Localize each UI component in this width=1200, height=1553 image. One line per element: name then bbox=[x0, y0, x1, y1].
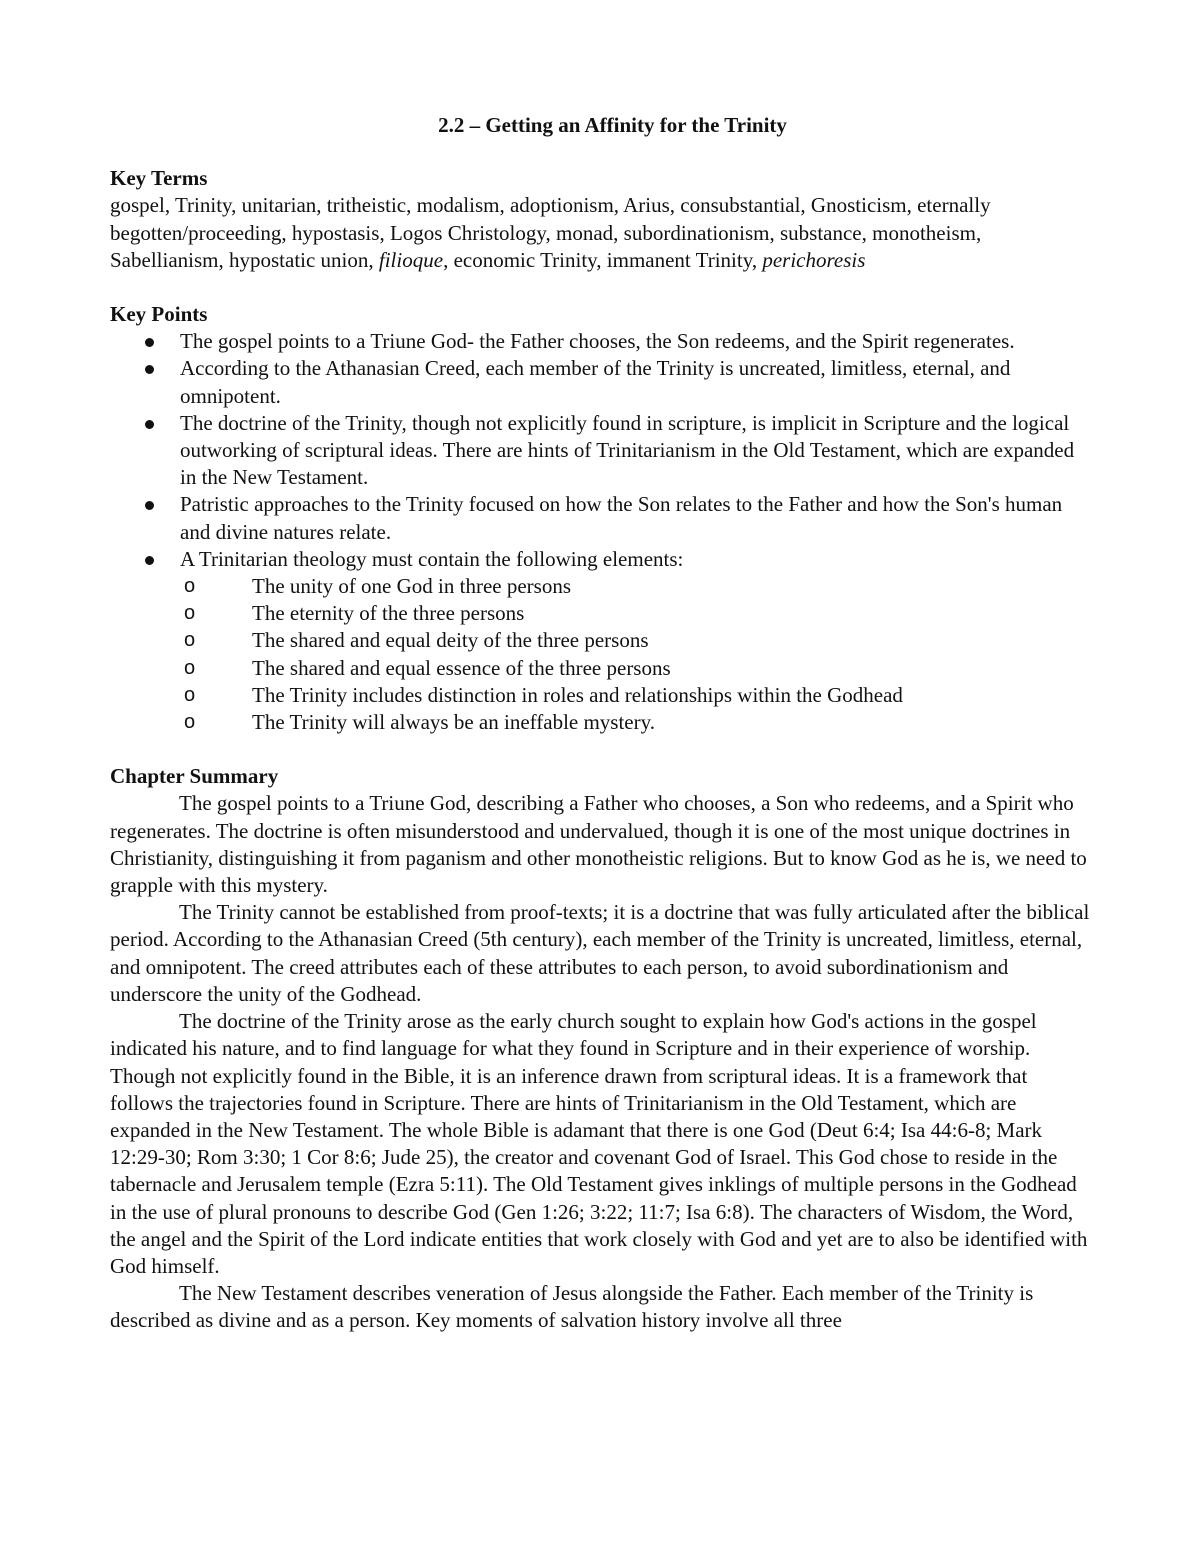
key-terms-text bbox=[110, 192, 1095, 274]
key-terms-heading: Key Terms bbox=[110, 166, 208, 191]
bullet-icon bbox=[145, 420, 154, 429]
section-spacer bbox=[110, 736, 1095, 763]
circle-bullet-icon: o bbox=[184, 683, 196, 706]
key-point-text: A Trinitarian theology must contain the following elements: bbox=[180, 546, 684, 571]
circle-bullet-icon: o bbox=[184, 575, 196, 598]
key-point-item bbox=[110, 328, 1095, 355]
sub-list-item bbox=[180, 709, 1095, 736]
summary-paragraph: The doctrine of the Trinity arose as the early church sought to explain how God's actions in the gospel indicated his nature, and to find language for what they found in Scripture and in their experience of worship. Though not explicitly found in the Bible, it is an inference drawn from scriptural ideas. It is a framework that follows the trajectories found in Scripture. There are hints of Trinitarianism in the Old Testament, which are expanded in the New Testament. The whole Bible is adamant that there is one God (Deut 6:4; Isa 44:6-8; Mark 12:29-30; Rom 3:30; 1 Cor 8:6; Jude 25), the creator and covenant God of Israel. This God chose to reside in the tabernacle and Jerusalem temple (Ezra 5:11). The Old Testament gives inklings of multiple persons in the Godhead in the use of plural pronouns to describe God (Gen 1:26; 3:22; 11:7; Isa 6:8). The characters of Wisdom, the Word, the angel and the Spirit of the Lord indicate entities that work closely with God and yet are to also be identified with God himself. bbox=[110, 1009, 1088, 1278]
sub-item-text: The Trinity will always be an ineffable mystery. bbox=[252, 710, 656, 735]
chapter-summary-heading: Chapter Summary bbox=[110, 764, 279, 789]
key-point-item bbox=[110, 491, 1095, 545]
circle-bullet-icon: o bbox=[184, 629, 196, 652]
key-terms-italic-filioque: filioque bbox=[378, 247, 444, 272]
key-point-text: According to the Athanasian Creed, each member of the Trinity is uncreated, limitless, eternal, and omnipotent. bbox=[180, 356, 1011, 408]
sub-list-item bbox=[180, 627, 1095, 654]
key-points-heading: Key Points bbox=[110, 302, 208, 327]
sub-item-text: The unity of one God in three persons bbox=[252, 574, 572, 599]
sub-list-item bbox=[180, 600, 1095, 627]
key-point-item bbox=[110, 546, 1095, 736]
key-terms-part-1: gospel, Trinity, unitarian, tritheistic, modalism, adoptionism, Arius, consubstantial, Gnosticism, eternally begotten/proceeding, hypostasis, Logos Christology, monad, subordinationism, substance, monotheism, Sabellianism, hypostatic union, bbox=[110, 193, 991, 272]
circle-bullet-icon: o bbox=[184, 711, 196, 734]
trinitarian-elements-list bbox=[180, 573, 1095, 736]
section-spacer bbox=[110, 274, 1095, 301]
bullet-icon bbox=[145, 365, 154, 374]
circle-bullet-icon: o bbox=[184, 602, 196, 625]
sub-item-text: The shared and equal deity of the three persons bbox=[252, 628, 649, 653]
sub-item-text: The Trinity includes distinction in roles and relationships within the Godhead bbox=[252, 682, 903, 707]
key-terms-italic-perichoresis: perichoresis bbox=[762, 247, 866, 272]
page-title: 2.2 – Getting an Affinity for the Trinity bbox=[438, 113, 787, 137]
sub-list-item bbox=[180, 682, 1095, 709]
sub-list-item bbox=[180, 655, 1095, 682]
document-page bbox=[110, 112, 1095, 1335]
summary-paragraph: The gospel points to a Triune God, describing a Father who chooses, a Son who redeems, and a Spirit who regenerates. The doctrine is often misunderstood and undervalued, though it is one of the most unique doctrines in Christianity, distinguishing it from paganism and other monotheistic religions. But to know God as he is, we need to grapple with this mystery. bbox=[110, 791, 1087, 898]
summary-paragraph: The Trinity cannot be established from proof-texts; it is a doctrine that was fully articulated after the biblical period. According to the Athanasian Creed (5th century), each member of the Trinity is uncreated, limitless, eternal, and omnipotent. The creed attributes each of these attributes to each person, to avoid subordinationism and underscore the unity of the Godhead. bbox=[110, 900, 1090, 1006]
key-point-text: The gospel points to a Triune God- the Father chooses, the Son redeems, and the Spirit regenerates. bbox=[180, 329, 1015, 354]
sub-item-text: The shared and equal essence of the three persons bbox=[252, 655, 671, 680]
key-point-item bbox=[110, 355, 1095, 409]
sub-item-text: The eternity of the three persons bbox=[252, 601, 525, 626]
key-terms-part-2: , economic Trinity, immanent Trinity, bbox=[443, 247, 763, 272]
bullet-icon bbox=[145, 338, 154, 347]
key-points-list bbox=[110, 328, 1095, 736]
key-point-text: Patristic approaches to the Trinity focused on how the Son relates to the Father and how the Son's human and divine natures relate. bbox=[180, 492, 1063, 544]
circle-bullet-icon: o bbox=[184, 656, 196, 679]
key-point-text: The doctrine of the Trinity, though not explicitly found in scripture, is implicit in Scripture and the logical outworking of scriptural ideas. There are hints of Trinitarianism in the Old Testament, which are expanded in the New Testament. bbox=[180, 410, 1075, 490]
summary-paragraph: The New Testament describes veneration of Jesus alongside the Father. Each member of the Trinity is described as divine and as a person. Key moments of salvation history involve all three bbox=[110, 1281, 1034, 1333]
bullet-icon bbox=[145, 501, 154, 510]
sub-list-item bbox=[180, 573, 1095, 600]
key-point-item bbox=[110, 410, 1095, 492]
bullet-icon bbox=[145, 556, 154, 565]
